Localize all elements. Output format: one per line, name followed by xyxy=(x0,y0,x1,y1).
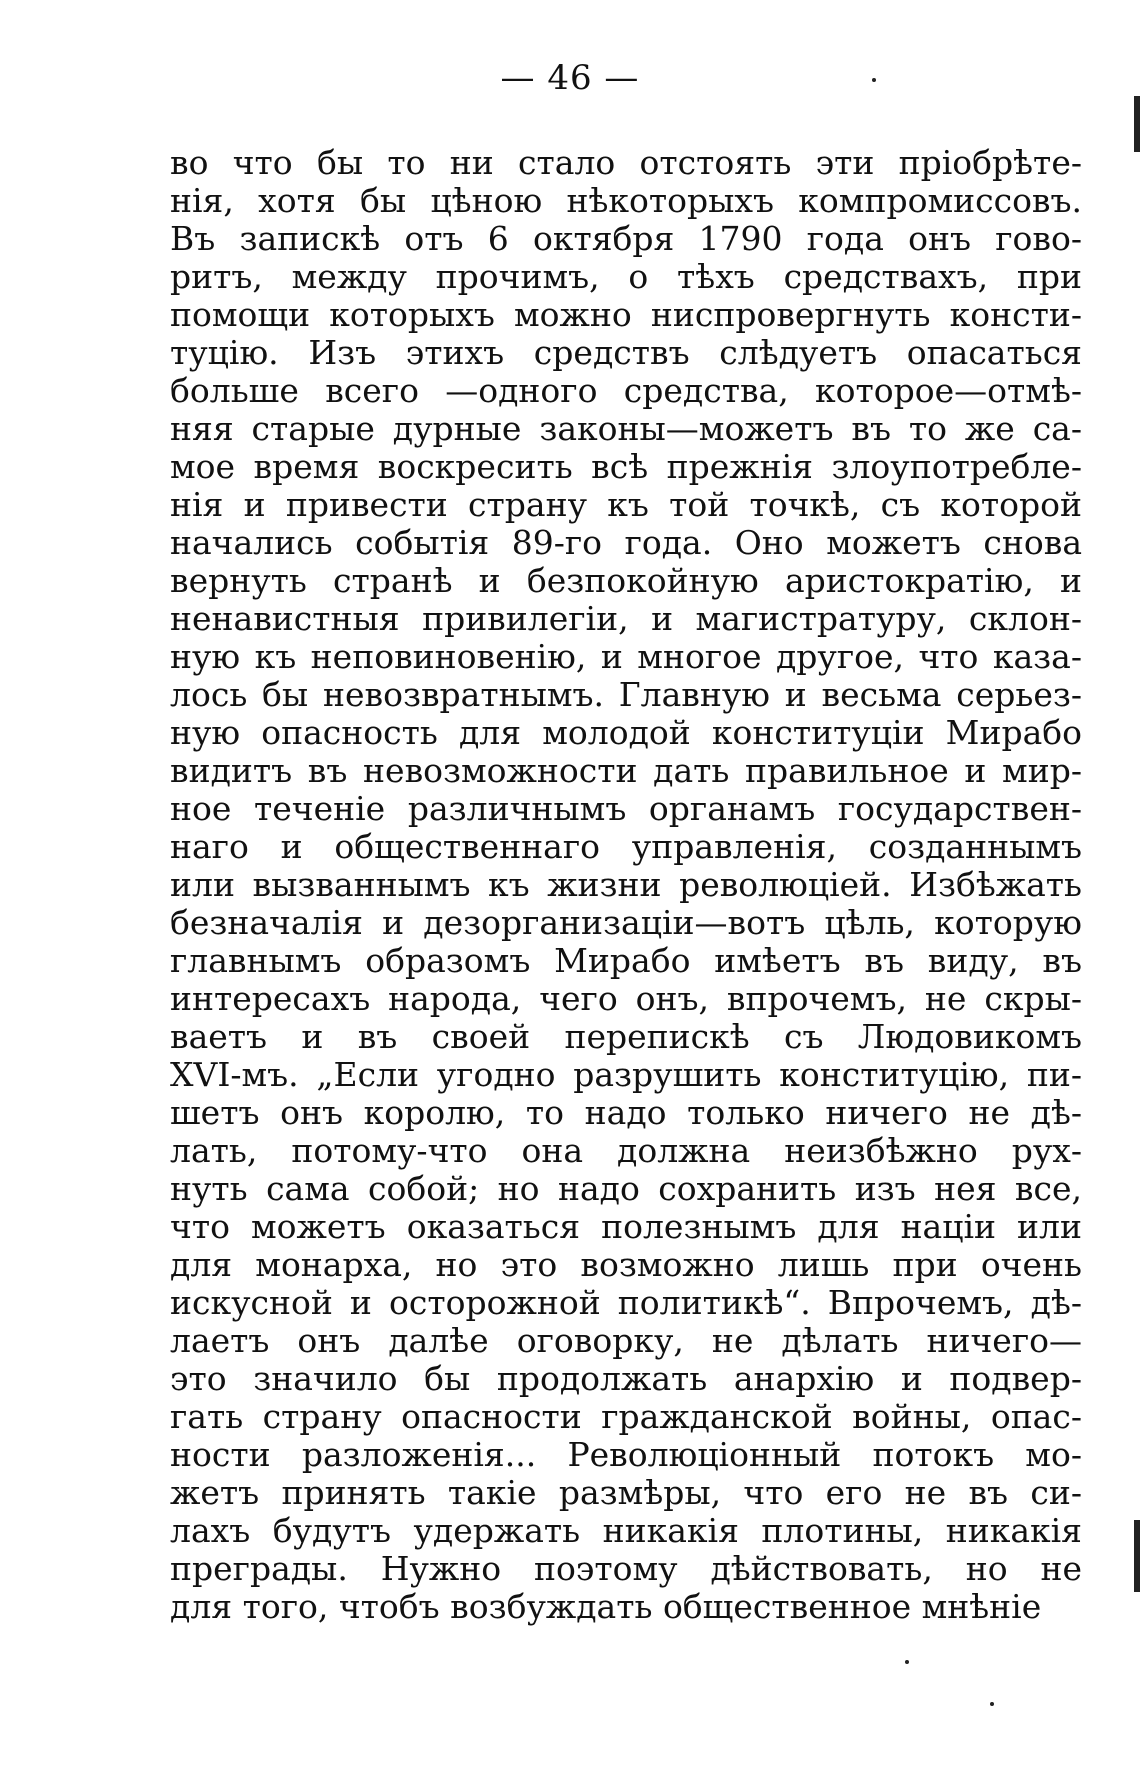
page-number: — 46 — xyxy=(500,58,640,98)
text-line: ваетъ и въ своей перепискѣ съ Людовикомъ xyxy=(170,1018,1082,1056)
text-line: нія и привести страну къ той точкѣ, съ которой xyxy=(170,486,1082,524)
text-line: ную опасность для молодой конституціи Мирабо xyxy=(170,714,1082,752)
text-line: ненавистныя привилегіи, и магистратуру, склон- xyxy=(170,600,1082,638)
text-line: преграды. Нужно поэтому дѣйствовать, но не xyxy=(170,1550,1082,1588)
text-line: лаетъ онъ далѣе оговорку, не дѣлать ничего— xyxy=(170,1322,1082,1360)
text-line: няя старые дурные законы—можетъ въ то же са- xyxy=(170,410,1082,448)
scan-speck xyxy=(905,1660,909,1664)
text-line: главнымъ образомъ Мирабо имѣетъ въ виду, въ xyxy=(170,942,1082,980)
scan-edge-mark xyxy=(1134,96,1140,152)
text-line: гать страну опасности гражданской войны, опас- xyxy=(170,1398,1082,1436)
text-line: туцію. Изъ этихъ средствъ слѣдуетъ опасаться xyxy=(170,334,1082,372)
scan-speck xyxy=(990,1702,994,1706)
text-line: безначалія и дезорганизаціи—вотъ цѣль, которую xyxy=(170,904,1082,942)
scan-speck xyxy=(872,78,876,82)
text-line: лать, потому-что она должна неизбѣжно рух- xyxy=(170,1132,1082,1170)
text-line: ную къ неповиновенію, и многое другое, что каза- xyxy=(170,638,1082,676)
text-line: ритъ, между прочимъ, о тѣхъ средствахъ, при xyxy=(170,258,1082,296)
text-line: жетъ принять такіе размѣры, что его не въ си- xyxy=(170,1474,1082,1512)
text-line: для того, чтобъ возбуждать общественное мнѣніе xyxy=(170,1588,1042,1626)
text-line: нія, хотя бы цѣною нѣкоторыхъ компромиссовъ. xyxy=(170,182,1082,220)
text-line: или вызваннымъ къ жизни революціей. Избѣжать xyxy=(170,866,1082,904)
text-line: вернуть странѣ и безпокойную аристократію, и xyxy=(170,562,1082,600)
text-line: нуть сама собой; но надо сохранить изъ нея все, xyxy=(170,1170,1082,1208)
text-line: Въ запискѣ отъ 6 октября 1790 года онъ гово- xyxy=(170,220,1082,258)
text-line: лахъ будутъ удержать никакія плотины, никакія xyxy=(170,1512,1082,1550)
text-line: ное теченіе различнымъ органамъ государствен- xyxy=(170,790,1082,828)
text-line: что можетъ оказаться полезнымъ для націи или xyxy=(170,1208,1082,1246)
text-line: XVI-мъ. „Если угодно разрушить конституцію, пи- xyxy=(170,1056,1082,1094)
body-text xyxy=(170,144,1082,1626)
text-line: шетъ онъ королю, то надо только ничего не дѣ- xyxy=(170,1094,1082,1132)
text-line: помощи которыхъ можно ниспровергнуть консти- xyxy=(170,296,1082,334)
text-line: видитъ въ невозможности дать правильное и мир- xyxy=(170,752,1082,790)
text-line: искусной и осторожной политикѣ“. Впрочемъ, дѣ- xyxy=(170,1284,1082,1322)
text-line: начались событія 89-го года. Оно можетъ снова xyxy=(170,524,1082,562)
text-line: больше всего —одного средства, которое—отмѣ- xyxy=(170,372,1082,410)
text-line: это значило бы продолжать анархію и подвер- xyxy=(170,1360,1082,1398)
scan-edge-mark xyxy=(1134,1520,1140,1592)
text-line: для монарха, но это возможно лишь при очень xyxy=(170,1246,1082,1284)
text-line: во что бы то ни стало отстоять эти пріобрѣте- xyxy=(170,144,1082,182)
text-line: ности разложенія... Революціонный потокъ мо- xyxy=(170,1436,1082,1474)
text-line: мое время воскресить всѣ прежнія злоупотребле- xyxy=(170,448,1082,486)
text-line: интересахъ народа, чего онъ, впрочемъ, не скры- xyxy=(170,980,1082,1018)
text-line: наго и общественнаго управленія, созданнымъ xyxy=(170,828,1082,866)
text-line: лось бы невозвратнымъ. Главную и весьма серьез- xyxy=(170,676,1082,714)
